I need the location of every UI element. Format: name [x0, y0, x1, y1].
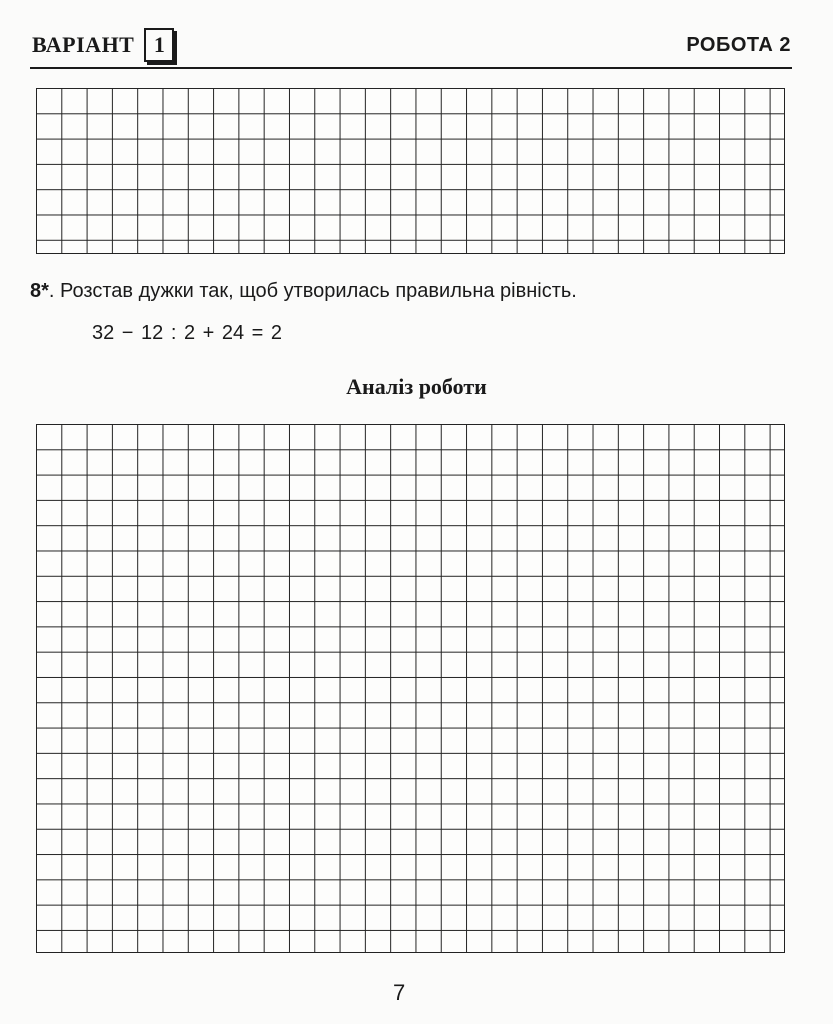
task-equation: 32 − 12 : 2 + 24 = 2: [92, 322, 283, 344]
page-number: 7: [393, 980, 406, 1005]
variant-number-box: 1: [144, 28, 174, 62]
work-label: РОБОТА 2: [686, 34, 791, 56]
variant-label: ВАРІАНТ: [32, 32, 135, 57]
answer-grid-top[interactable]: [36, 88, 785, 254]
task-text: . Розстав дужки так, щоб утворилась правильна рівність.: [48, 280, 577, 302]
task-number: 8*: [30, 280, 49, 302]
analysis-grid[interactable]: [36, 424, 785, 953]
header-divider: [30, 67, 792, 69]
variant-header: [32, 28, 174, 62]
task-statement: [30, 280, 577, 303]
section-title: Аналіз роботи: [346, 374, 487, 399]
